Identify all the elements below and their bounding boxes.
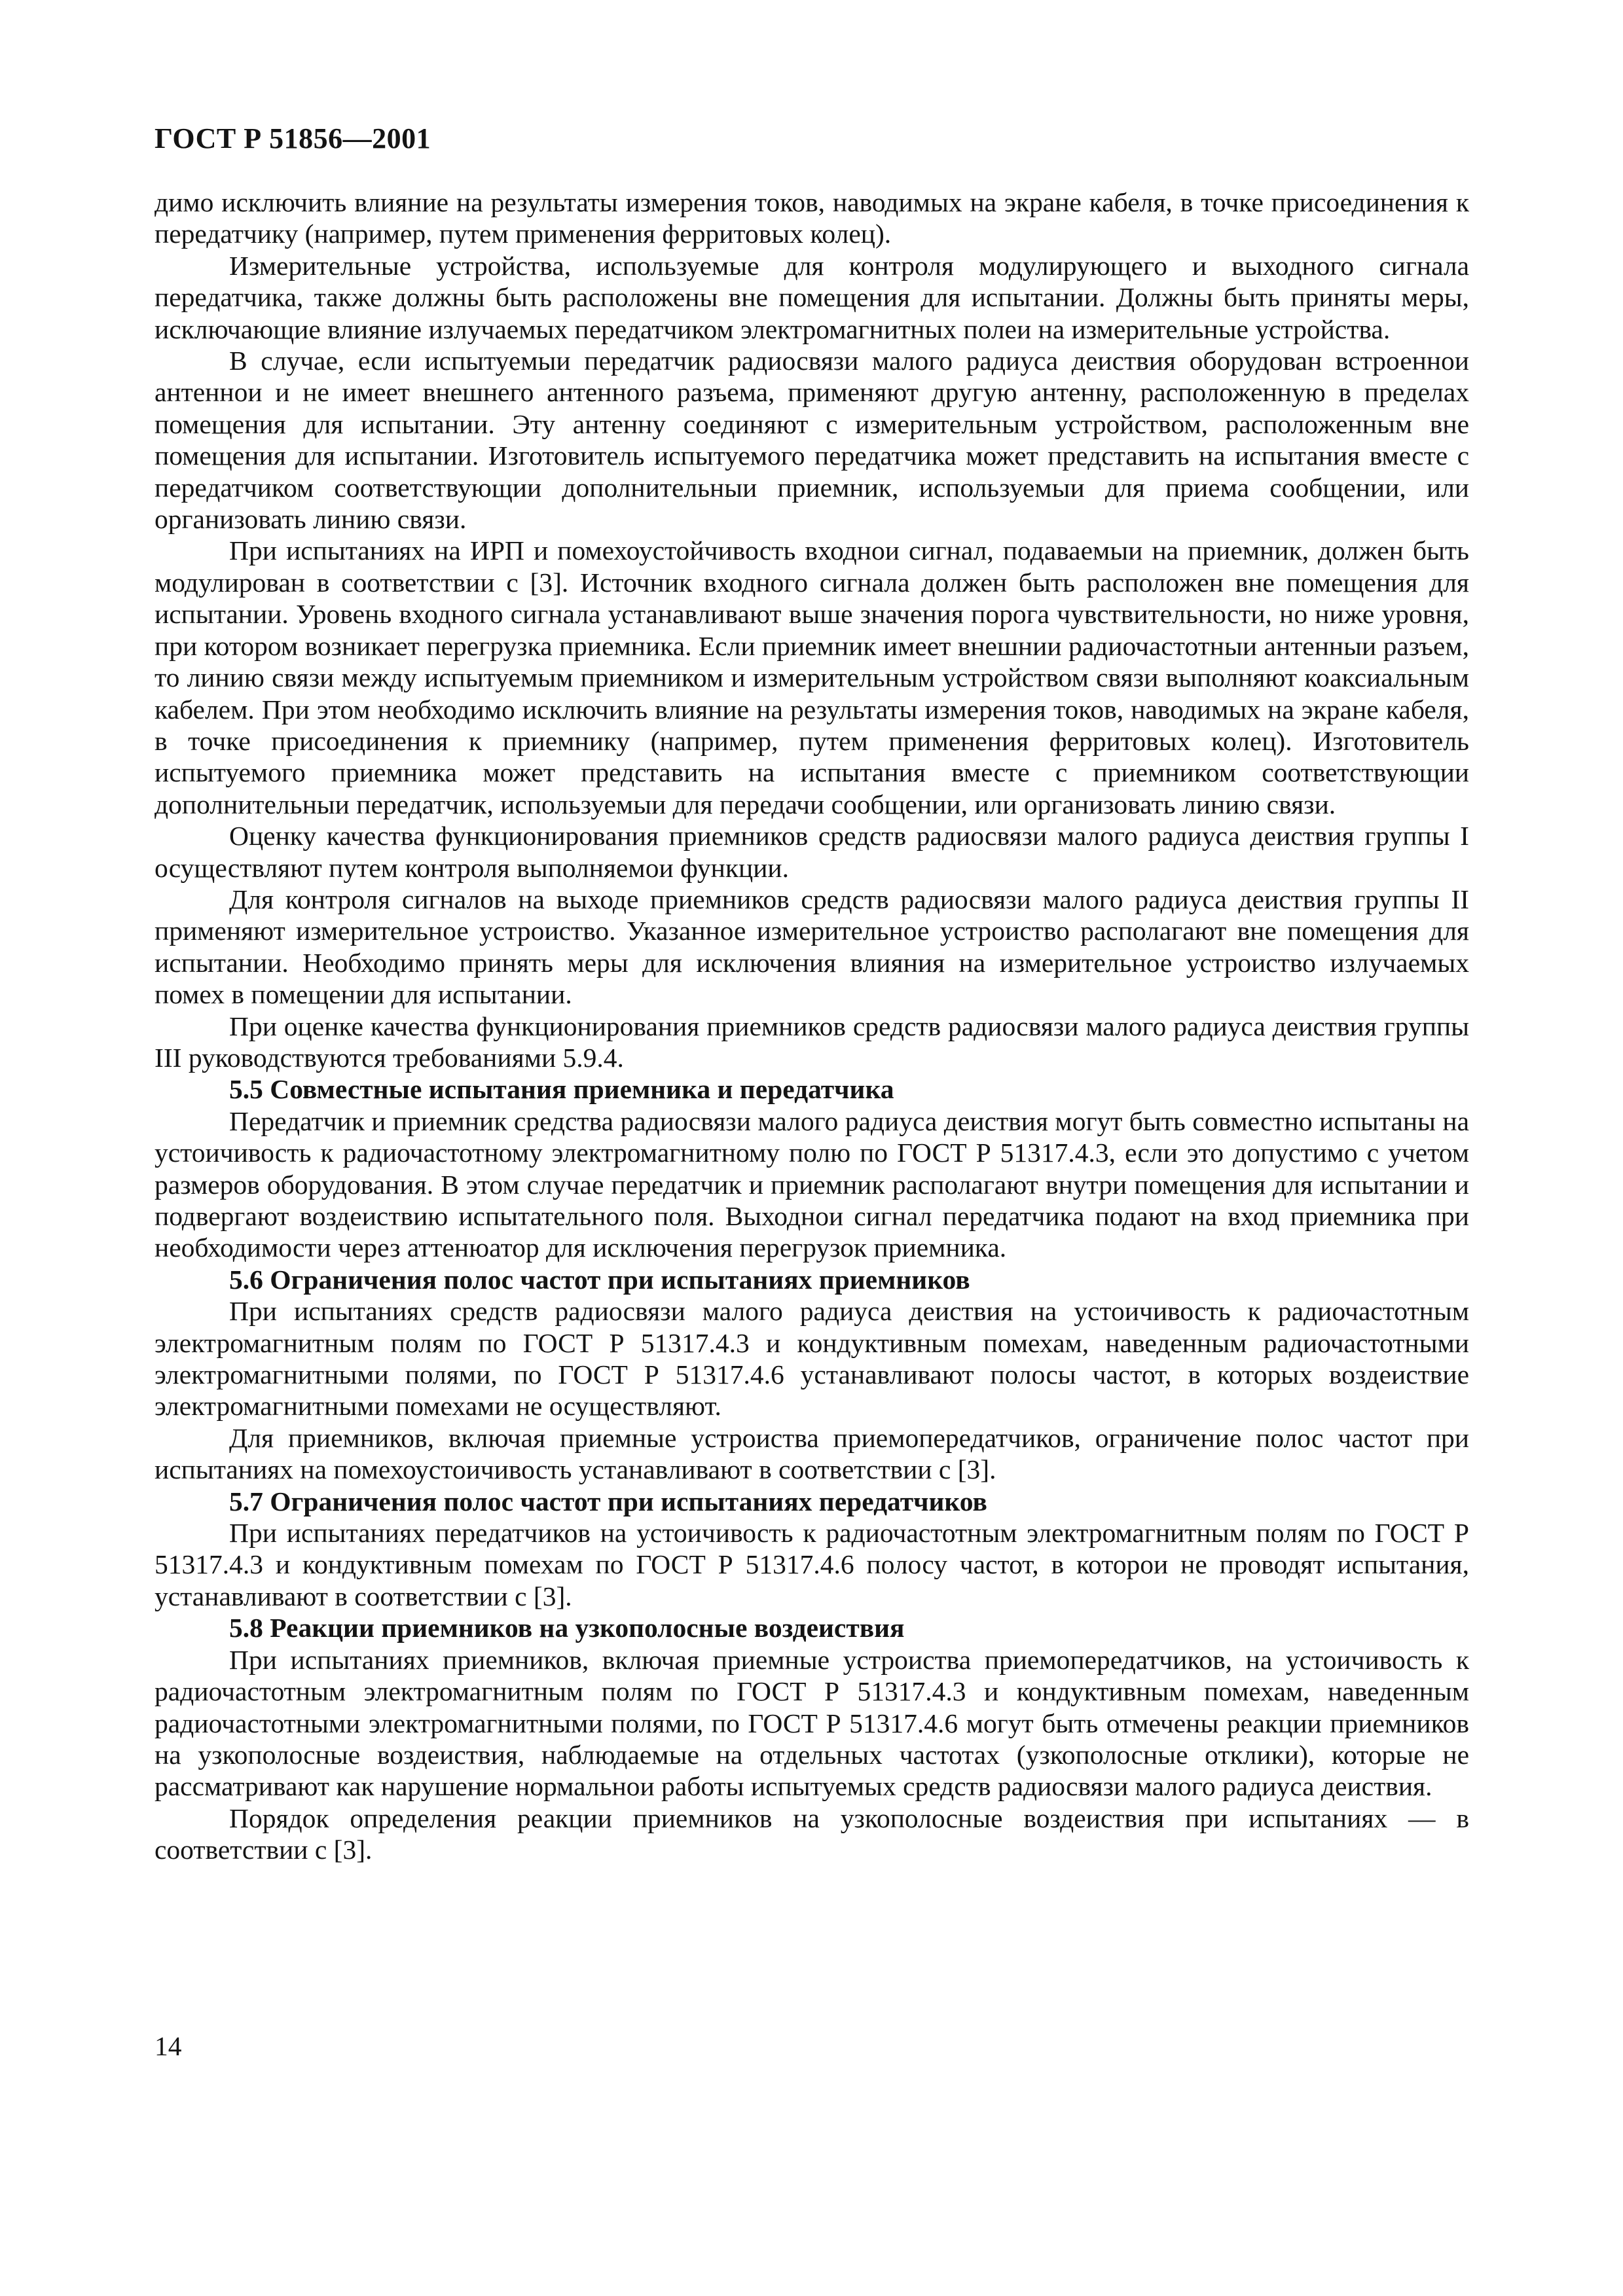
section-heading-5-8: 5.8 Реакции приемников на узкополосные воздеиствия (229, 1613, 905, 1643)
body-paragraph: Передатчик и приемник средства радиосвязи малого радиуса деиствия могут быть совместно испытаны на устоичивость к радиочастотному электромагнитному полю по ГОСТ Р 51317.4.3, если это допустимо с учетом размеров оборудования. В этом случае передатчик и приемник располагают внутри помещения для испытании и подвергают воздеиствию испытательного поля. Выходнои сигнал передатчика подают на вход приемника при необходимости через аттенюатор для исключения перегрузок приемника. (155, 1105, 1469, 1263)
body-paragraph: При оценке качества функционирования приемников средств радиосвязи малого радиуса деиствия группы III руководствуются требованиями 5.9.4. (155, 1011, 1469, 1073)
body-paragraph: Оценку качества функционирования приемников средств радиосвязи малого радиуса деиствия группы I осуществляют путем контроля выполняемои функции. (155, 821, 1469, 883)
page-number: 14 (155, 2031, 182, 2061)
body-paragraph: Измерительные устройства, используемые для контроля модулирующего и выходного сигнала передатчика, также должны быть расположены вне помещения для испытании. Должны быть приняты меры, исключающие влияние излучаемых передатчиком электромагнитных полеи на измерительные устройства. (155, 250, 1469, 344)
body-paragraph: димо исключить влияние на результаты измерения токов, наводимых на экране кабеля, в точке присоединения к передатчику (например, путем применения ферритовых колец). (155, 187, 1469, 249)
body-paragraph: Для контроля сигналов на выходе приемников средств радиосвязи малого радиуса деиствия группы II применяют измерительное устроиство. Указанное измерительное устроиство располагают вне помещения для испытании. Необходимо принять меры для исключения влияния на измерительное устроиство излучаемых помех в помещении для испытании. (155, 884, 1469, 1010)
section-heading-5-6: 5.6 Ограничения полос частот при испытаниях приемников (229, 1264, 970, 1295)
body-paragraph: При испытаниях передатчиков на устоичивость к радиочастотным электромагнитным полям по ГОСТ Р 51317.4.3 и кондуктивным помехам по ГОСТ Р 51317.4.6 полосу частот, в которои не проводят испытания, устанавливают в соответствии с [3]. (155, 1518, 1469, 1611)
body-paragraph: В случае, если испытуемыи передатчик радиосвязи малого радиуса деиствия оборудован встроеннои антеннои и не имеет внешнего антенного разъема, применяют другую антенну, расположенную в пределах помещения для испытании. Эту антенну соединяют с измерительным устройством, расположенным вне помещения для испытании. Изготовитель испытуемого передатчика может представить на испытания вместе с передатчиком соответствующии дополнительныи приемник, используемыи для приема сообщении, или организовать линию связи. (155, 346, 1469, 535)
body-paragraph: При испытаниях приемников, включая приемные устроиства приемопередатчиков, на устоичивость к радиочастотным электромагнитным полям по ГОСТ Р 51317.4.3 и кондуктивным помехам, наведенным радиочастотными электромагнитными полями, по ГОСТ Р 51317.4.6 могут быть отмечены реакции приемников на узкополосные воздеиствия, наблюдаемые на отдельных частотах (узкополосные отклики), которые не рассматривают как нарушение нормальнои работы испытуемых средств радиосвязи малого радиуса деиствия. (155, 1644, 1469, 1802)
document-body (155, 187, 1469, 1866)
body-paragraph: Порядок определения реакции приемников на узкополосные воздеиствия при испытаниях — в соответствии с [3]. (155, 1803, 1469, 1865)
body-paragraph: При испытаниях на ИРП и помехоустойчивость входнои сигнал, подаваемыи на приемник, должен быть модулирован в соответствии с [3]. Источник входного сигнала должен быть расположен вне помещения для испытании. Уровень входного сигнала устанавливают выше значения порога чувствительности, но ниже уровня, при котором возникает перегрузка приемника. Если приемник имеет внешнии радиочастотныи антенныи разъем, то линию связи между испытуемым приемником и измерительным устройством связи выполняют коаксиальным кабелем. При этом необходимо исключить влияние на результаты измерения токов, наводимых на экране кабеля, в точке присоединения к приемнику (например, путем применения ферритовых колец). Изготовитель испытуемого приемника может представить на испытания вместе с приемником соответствующии дополнительныи передатчик, используемыи для передачи сообщении, или организовать линию связи. (155, 535, 1469, 819)
section-heading-5-5: 5.5 Совместные испытания приемника и передатчика (229, 1074, 894, 1105)
section-heading-5-7: 5.7 Ограничения полос частот при испытаниях передатчиков (229, 1486, 987, 1516)
body-paragraph: Для приемников, включая приемные устроиства приемопередатчиков, ограничение полос частот при испытаниях на помехоустоичивость устанавливают в соответствии с [3]. (155, 1422, 1469, 1485)
document-header: ГОСТ Р 51856—2001 (155, 122, 431, 154)
body-paragraph: При испытаниях средств радиосвязи малого радиуса деиствия на устоичивость к радиочастотным электромагнитным полям по ГОСТ Р 51317.4.3 и кондуктивным помехам, наведенным радиочастотными электромагнитными полями, по ГОСТ Р 51317.4.6 устанавливают полосы частот, в которых воздеиствие электромагнитными помехами не осуществляют. (155, 1296, 1469, 1422)
